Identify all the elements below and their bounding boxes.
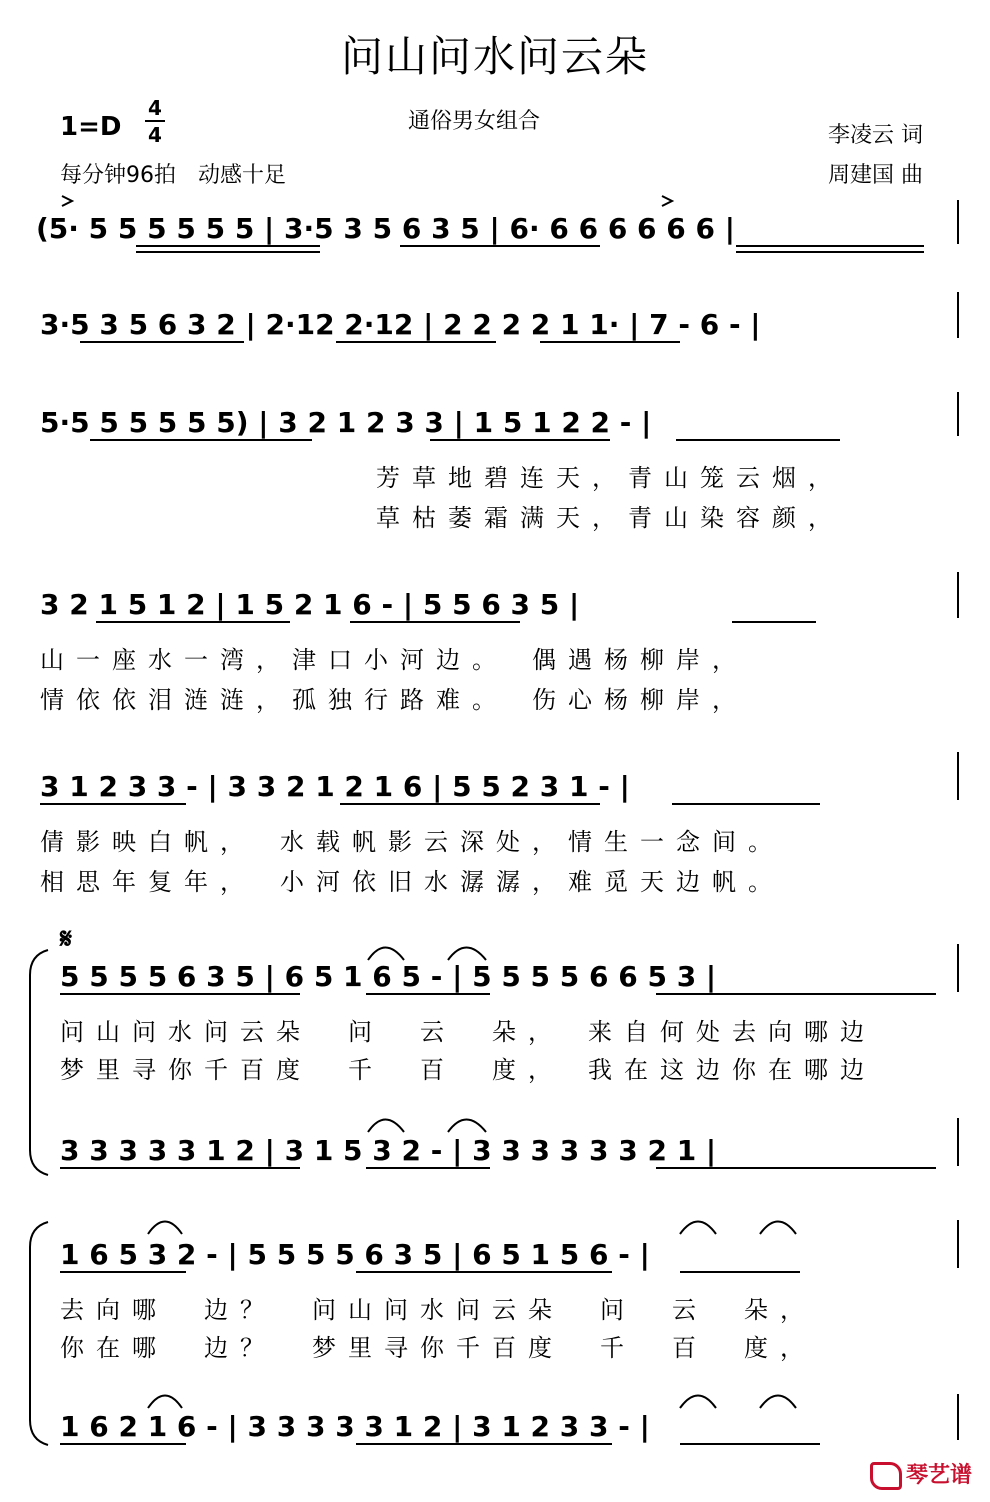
time-signature-bottom: 4 bbox=[148, 123, 162, 147]
watermark-logo bbox=[870, 1458, 972, 1490]
lyric-r3-verse2: 草枯萎霜满天，青山染容颜， bbox=[376, 504, 844, 532]
notation-row-4: 3 2 1 5 1 2 | 1 5 2 1 6 - | 5 5 6 3 5 | bbox=[40, 588, 580, 621]
notation-row-5: 3 1 2 3 3 - | 3 3 2 1 2 1 6 | 5 5 2 3 1 - | bbox=[40, 770, 630, 803]
time-signature-top: 4 bbox=[148, 96, 162, 120]
lyric-r8-verse2: 你在哪 边？ 梦里寻你千百度 千 百 度， bbox=[60, 1334, 816, 1362]
composer-credit: 周建国 曲 bbox=[828, 163, 923, 188]
notation-row-3: 5·5 5 5 5 5 5) | 3 2 1 2 3 3 | 1 5 1 2 2 - | bbox=[40, 406, 652, 439]
genre-label: 通俗男女组合 bbox=[408, 109, 541, 134]
lyricist-credit: 李凌云 词 bbox=[828, 123, 923, 148]
notation-row-2: 3·5 3 5 6 3 2 | 2·12 2·12 | 2 2 2 2 1 1· | 7 - 6 - | bbox=[40, 308, 761, 341]
notation-row-7: 3 3 3 3 3 1 2 | 3 1 5 3 2 - | 3 3 3 3 3 3 2 1 | bbox=[60, 1134, 717, 1167]
lyric-r6-verse1: 问山问水问云朵 问 云 朵， 来自何处去向哪边 bbox=[60, 1018, 876, 1046]
song-title: 问山问水问云朵 bbox=[340, 32, 649, 81]
lyric-r5-verse2: 相思年复年， 小河依旧水潺潺，难觅天边帆。 bbox=[40, 868, 784, 896]
lyric-r4-verse2: 情依依泪涟涟，孤独行路难。 伤心杨柳岸， bbox=[40, 686, 748, 714]
key-signature: 1=D bbox=[60, 112, 122, 142]
notation-row-9: 1 6 2 1 6 - | 3 3 3 3 3 1 2 | 3 1 2 3 3 - | bbox=[60, 1410, 650, 1443]
qinyi-logo-icon bbox=[870, 1462, 902, 1490]
notation-row-8: 1 6 5 3 2 - | 5 5 5 5 6 3 5 | 6 5 1 5 6 - | bbox=[60, 1238, 650, 1271]
notation-row-1: (5· 5 5 5 5 5 5 | 3·5 3 5 6 3 5 | 6· 6 6 6 6 6 6 | bbox=[36, 212, 735, 245]
notation-row-6: 5 5 5 5 6 3 5 | 6 5 1 6 5 - | 5 5 5 5 6 6 5 3 | bbox=[60, 960, 717, 993]
lyric-r6-verse2: 梦里寻你千百度 千 百 度， 我在这边你在哪边 bbox=[60, 1056, 876, 1084]
lyric-r8-verse1: 去向哪 边？ 问山问水问云朵 问 云 朵， bbox=[60, 1296, 816, 1324]
watermark-text: 琴艺谱 bbox=[905, 1463, 972, 1488]
lyric-r4-verse1: 山一座水一湾，津口小河边。 偶遇杨柳岸， bbox=[40, 646, 748, 674]
lyric-r3-verse1: 芳草地碧连天，青山笼云烟， bbox=[376, 464, 844, 492]
lyric-r5-verse1: 倩影映白帆， 水载帆影云深处，情生一念间。 bbox=[40, 828, 784, 856]
segno-sign: 𝄋 bbox=[60, 922, 73, 955]
tempo-marking: 每分钟96拍 动感十足 bbox=[60, 163, 286, 188]
